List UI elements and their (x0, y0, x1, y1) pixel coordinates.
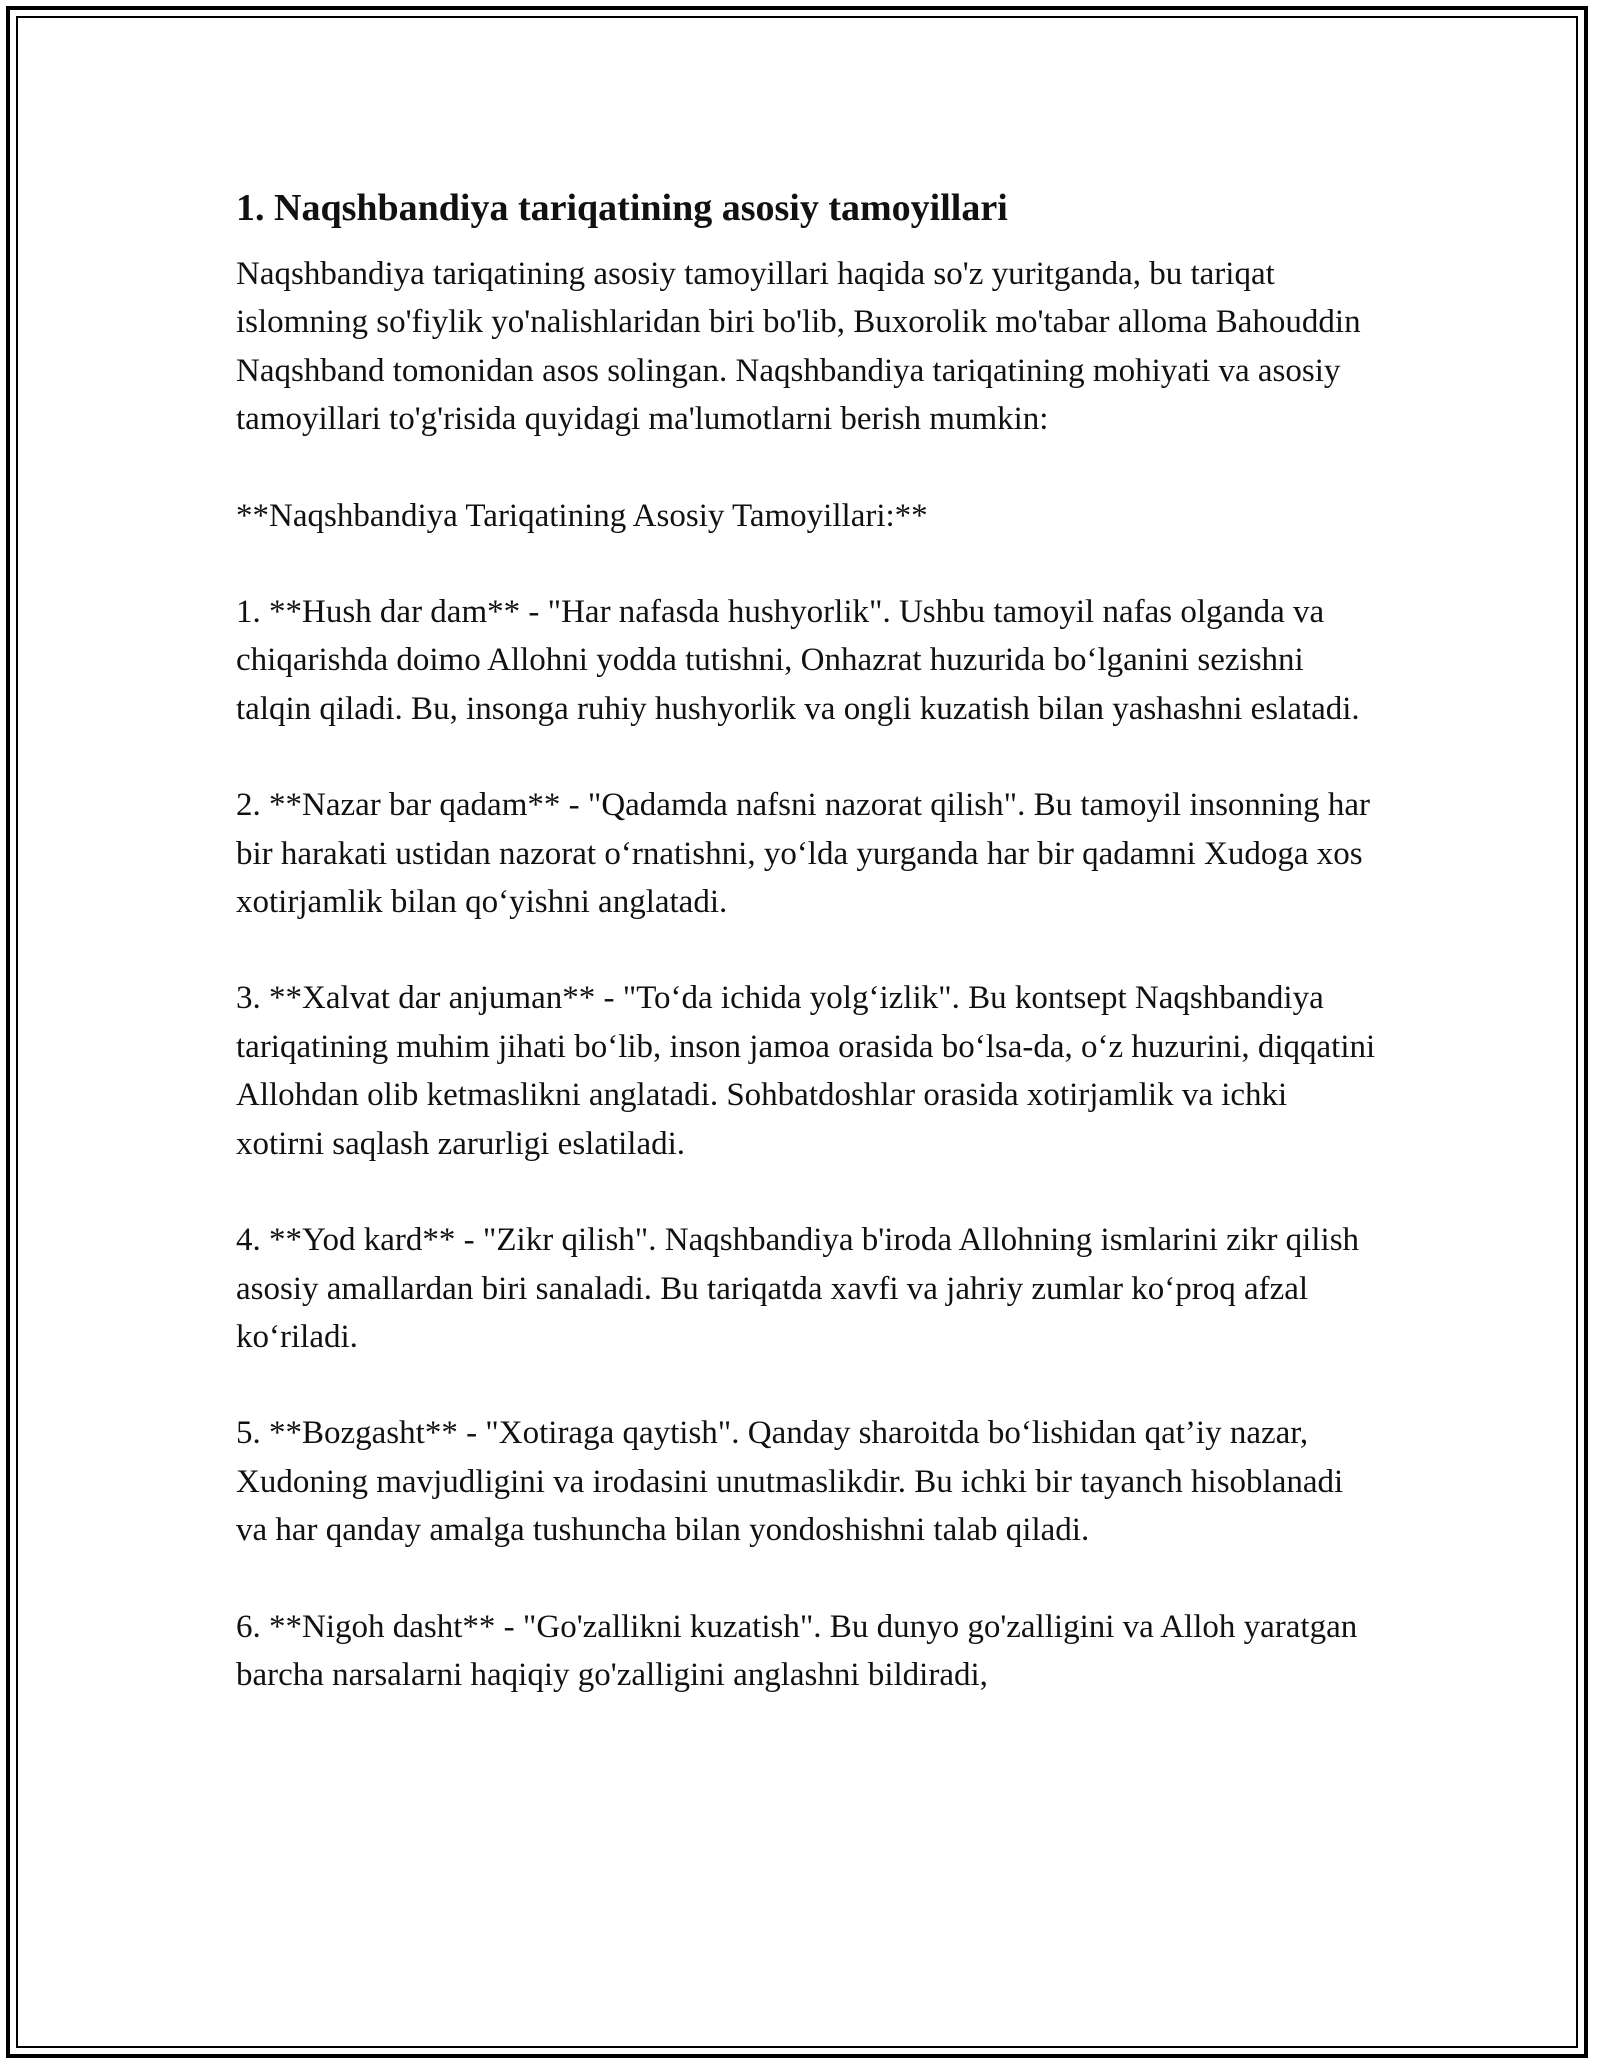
section-heading: 1. Naqshbandiya tariqatining asosiy tamoyillari (236, 187, 1008, 229)
principle-3-paragraph: 3. **Xalvat dar anjuman** - "To‘da ichida yolg‘izlik". Bu kontsept Naqshbandiya tariqatining muhim jihati bo‘lib, inson jamoa orasida bo‘lsa-da, o‘z huzurini, diqqatini Allohdan olib ketmaslikni anglatadi. Sohbatdoshlar orasida xotirjamlik va ichki xotirni saqlash zarurligi eslatiladi. (236, 980, 1376, 1162)
principle-1-paragraph: 1. **Hush dar dam** - "Har nafasda hushyorlik". Ushbu tamoyil nafas olganda va chiqarishda doimo Allohni yodda tutishni, Onhazrat huzurida bo‘lganini sezishni talqin qiladi. Bu, insonga ruhiy hushyorlik va ongli kuzatish bilan yashashni eslatadi. (236, 594, 1360, 727)
principle-2-paragraph: 2. **Nazar bar qadam** - "Qadamda nafsni nazorat qilish". Bu tamoyil insonning har bir harakati ustidan nazorat o‘rnatishni, yo‘lda yurganda har bir qadamni Xudoga xos xotirjamlik bilan qo‘yishni anglatadi. (236, 787, 1370, 921)
principle-6-paragraph: 6. **Nigoh dasht** - "Go'zallikni kuzatish". Bu dunyo go'zalligini va Alloh yaratgan barcha narsalarni haqiqiy go'zalligini anglashni bildiradi, (236, 1608, 1358, 1693)
principle-4-paragraph: 4. **Yod kard** - "Zikr qilish". Naqshbandiya b'iroda Allohning ismlarini zikr qilish asosiy amallardan biri sanaladi. Bu tariqatda xavfi va jahriy zumlar ko‘proq afzal ko‘riladi. (236, 1222, 1360, 1355)
intro-paragraph: Naqshbandiya tariqatining asosiy tamoyillari haqida so'z yuritganda, bu tariqat islomning so'fiylik yo'nalishlaridan biri bo'lib, Buxorolik mo'tabar alloma Bahouddin Naqshband tomonidan asos solingan. Naqshbandiya tariqatining mohiyati va asosiy tamoyillari to'g'risida quyidagi ma'lumotlarni berish mumkin: (236, 256, 1361, 438)
subheading-paragraph: **Naqshbandiya Tariqatining Asosiy Tamoyillari:** (236, 497, 928, 534)
principle-5-paragraph: 5. **Bozgasht** - "Xotiraga qaytish". Qanday sharoitda bo‘lishidan qat’iy nazar, Xudoning mavjudligini va irodasini unutmaslikdir. Bu ichki bir tayanch hisoblanadi va har qanday amalga tushuncha bilan yondoshishni talab qiladi. (236, 1415, 1344, 1549)
document-body (236, 184, 1376, 1747)
